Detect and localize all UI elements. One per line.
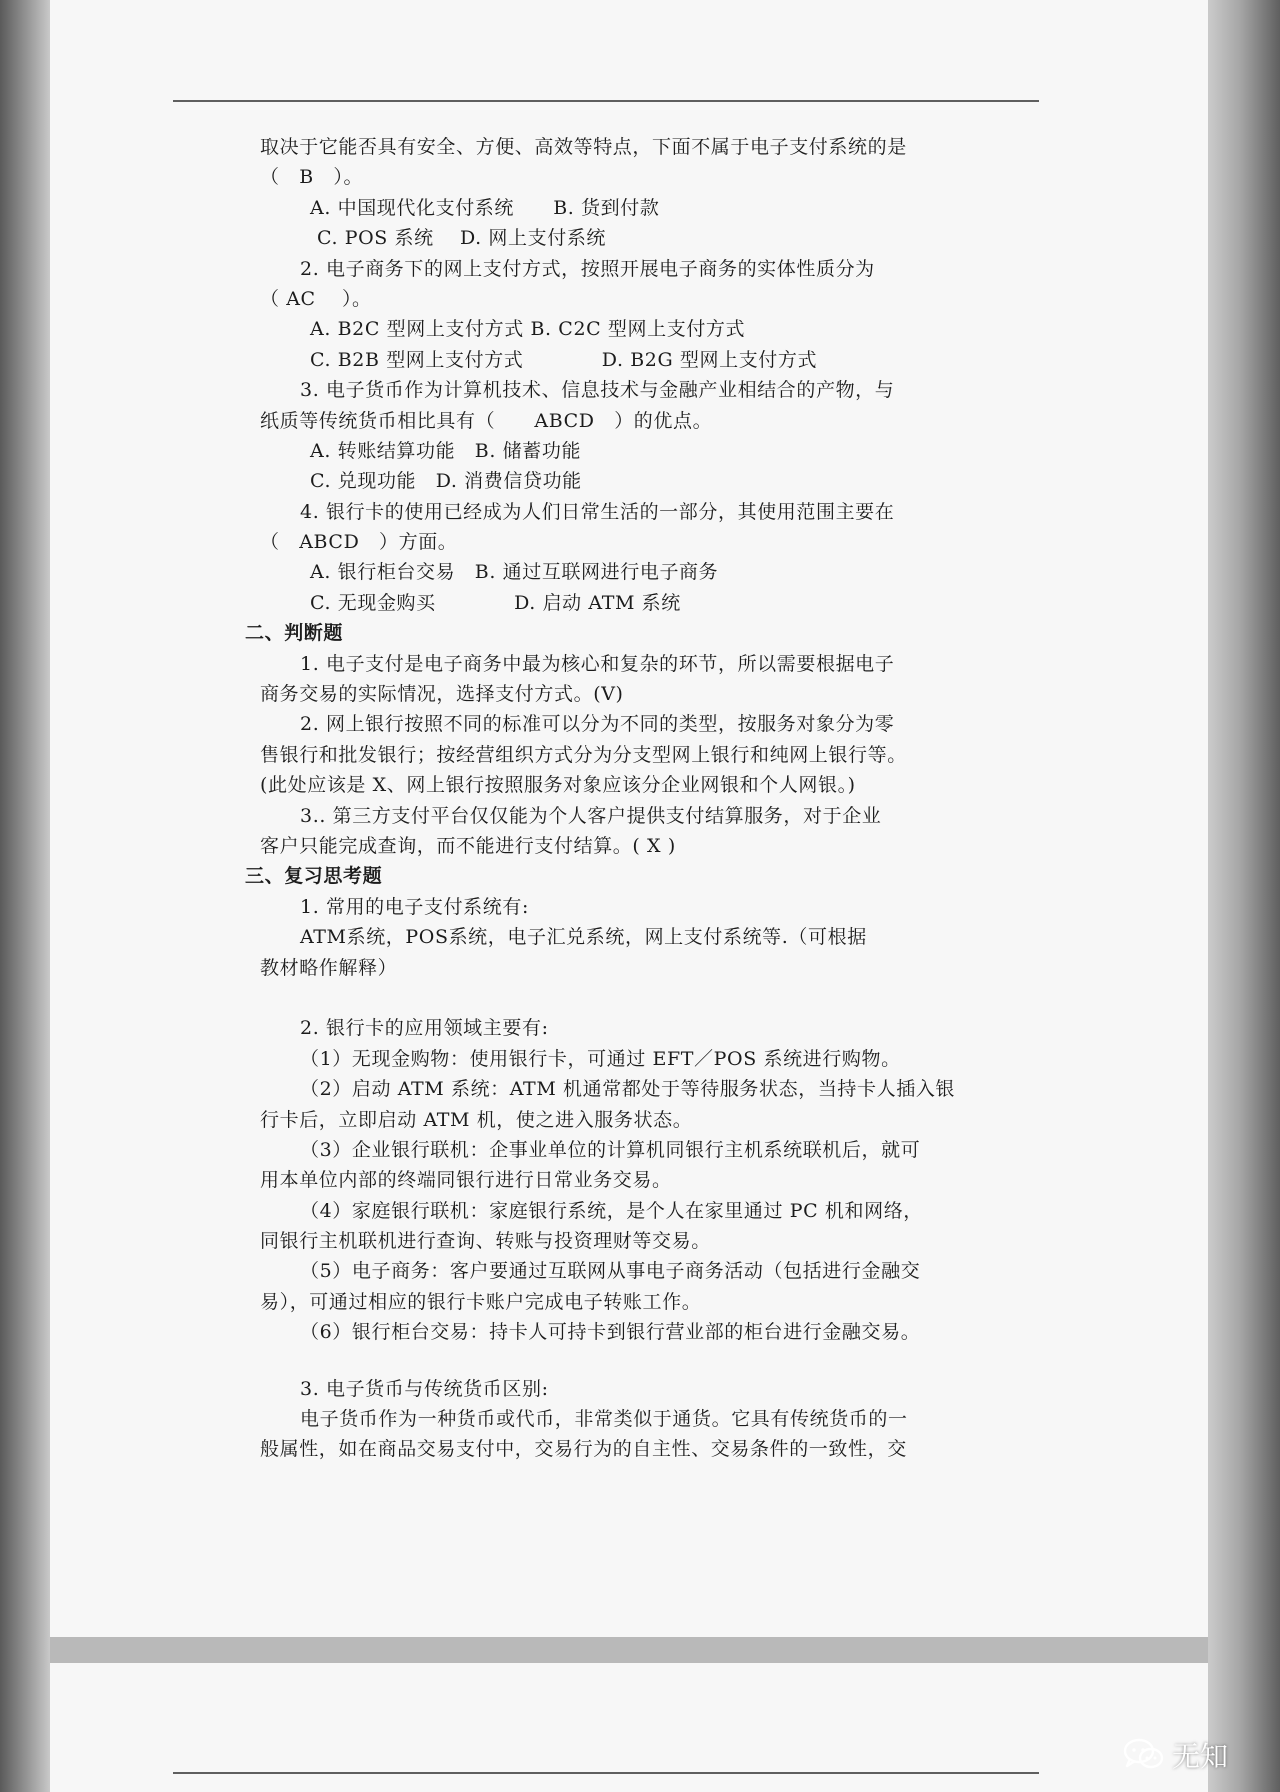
watermark-text: 无知 <box>1172 1740 1229 1773</box>
option-line: A. 转账结算功能 B. 储蓄功能 <box>310 439 582 462</box>
wechat-chat-bubble-icon <box>1122 1738 1166 1772</box>
next-page-header-rule <box>173 1772 1039 1774</box>
list-item: （3）企业银行联机：企事业单位的计算机同银行主机系统联机后，就可 <box>300 1138 921 1161</box>
option-line: C. 兑现功能 D. 消费信贷功能 <box>310 470 582 493</box>
text-line: （ ABCD ）方面。 <box>260 531 458 554</box>
text-line: 客户只能完成查询，而不能进行支付结算。( X ) <box>260 834 676 857</box>
text-line: 纸质等传统货币相比具有（ ABCD ）的优点。 <box>260 409 713 432</box>
text-line: 取决于它能否具有安全、方便、高效等特点，下面不属于电子支付系统的是 <box>260 136 907 158</box>
text-line: (此处应该是 X、网上银行按照服务对象应该分企业网银和个人网银。) <box>260 774 856 797</box>
section-heading-review: 三、复习思考题 <box>245 865 383 888</box>
text-line: 教材略作解释） <box>260 956 398 979</box>
question-line: 1. 常用的电子支付系统有: <box>300 895 529 918</box>
question-line: 3.. 第三方支付平台仅仅能为个人客户提供支付结算服务，对于企业 <box>300 804 882 827</box>
text-line: 商务交易的实际情况，选择支付方式。(V) <box>260 683 624 706</box>
question-line: 2. 网上银行按照不同的标准可以分为不同的类型，按服务对象分为零 <box>300 713 895 736</box>
question-line: 2. 电子商务下的网上支付方式，按照开展电子商务的实体性质分为 <box>300 257 875 280</box>
text-line: 用本单位内部的终端同银行进行日常业务交易。 <box>260 1169 672 1192</box>
answer-line: 电子货币作为一种货币或代币，非常类似于通货。它具有传统货币的一 <box>300 1408 908 1431</box>
question-line: 3. 电子货币与传统货币区别: <box>300 1377 549 1400</box>
list-item: （6）银行柜台交易：持卡人可持卡到银行营业部的柜台进行金融交易。 <box>300 1321 921 1344</box>
option-line: C. POS 系统 D. 网上支付系统 <box>317 227 607 250</box>
list-item: （1）无现金购物：使用银行卡，可通过 EFT／POS 系统进行购物。 <box>300 1047 901 1070</box>
text-line: 同银行主机联机进行查询、转账与投资理财等交易。 <box>260 1230 711 1253</box>
section-heading-judgment: 二、判断题 <box>245 622 344 645</box>
text-line: 易），可通过相应的银行卡账户完成电子转账工作。 <box>260 1290 702 1313</box>
question-line: 4. 银行卡的使用已经成为人们日常生活的一部分，其使用范围主要在 <box>300 500 895 523</box>
list-item: （5）电子商务：客户要通过互联网从事电子商务活动（包括进行金融交 <box>300 1260 921 1283</box>
text-line: 行卡后，立即启动 ATM 机，使之进入服务状态。 <box>260 1108 693 1131</box>
watermark <box>1122 1735 1228 1775</box>
text-line: 般属性，如在商品交易支付中，交易行为的自主性、交易条件的一致性，交 <box>260 1438 907 1461</box>
page-gap <box>50 1637 1208 1663</box>
question-line: 1. 电子支付是电子商务中最为核心和复杂的环节，所以需要根据电子 <box>300 652 895 675</box>
option-line: A. 银行柜台交易 B. 通过互联网进行电子商务 <box>310 561 719 584</box>
question-line: 2. 银行卡的应用领域主要有: <box>300 1017 549 1040</box>
document-body <box>245 132 1038 1465</box>
list-item: （4）家庭银行联机：家庭银行系统，是个人在家里通过 PC 机和网络， <box>300 1199 923 1222</box>
text-line: 售银行和批发银行；按经营组织方式分为分支型网上银行和纯网上银行等。 <box>260 743 907 766</box>
header-rule <box>173 100 1039 102</box>
option-line: A. B2C 型网上支付方式 B. C2C 型网上支付方式 <box>310 318 746 341</box>
option-line: C. B2B 型网上支付方式 D. B2G 型网上支付方式 <box>310 348 818 371</box>
text-line: （ B ）。 <box>260 166 364 189</box>
answer-line: ATM系统，POS系统，电子汇兑系统，网上支付系统等.（可根据 <box>300 926 867 949</box>
list-item: （2）启动 ATM 系统：ATM 机通常都处于等待服务状态，当持卡人插入银 <box>300 1078 956 1101</box>
question-line: 3. 电子货币作为计算机技术、信息技术与金融产业相结合的产物，与 <box>300 379 895 402</box>
option-line: A. 中国现代化支付系统 B. 货到付款 <box>310 196 660 219</box>
text-line: （ AC ）。 <box>260 287 372 310</box>
option-line: C. 无现金购买 D. 启动 ATM 系统 <box>310 591 681 614</box>
